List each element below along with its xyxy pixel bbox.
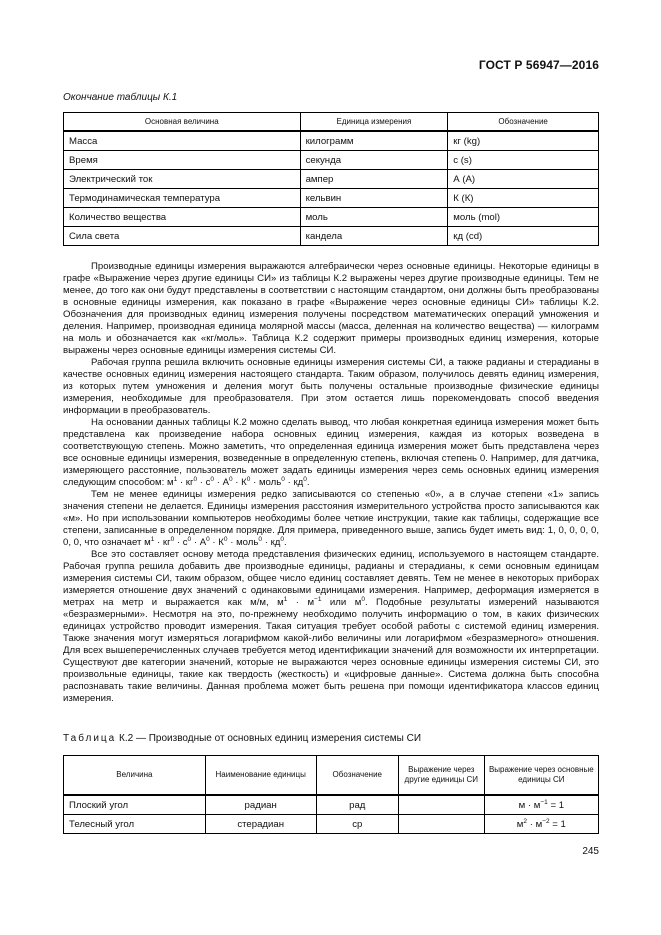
table-row [64,189,599,208]
column-header: Обозначение [316,756,398,796]
table-cell: Электрический ток [64,170,301,189]
table-cell: Сила света [64,227,301,246]
table-cell: с (s) [448,151,599,170]
table-cell: Плоский угол [64,795,206,815]
paragraph-text: Все это составляет основу метода представления физических единиц, используемого в настоящем стандарте. Рабочая группа решила добавить две производные единицы, радианы и стерадианы, к семи основным единицам измерения системы СИ, таким образом, общее число единиц составляет девять. Тем не менее в некоторых приборах измеряется отношение двух значений с одинаковыми единицами измерения. Например, деформация измеряется в метрах на метр и выражается как м/м, [63,549,599,608]
table-cell: кг (kg) [448,131,599,151]
table-cell [398,795,484,815]
table-cell: кд (cd) [448,227,599,246]
column-header: Единица измерения [300,113,448,132]
table1-caption: Окончание таблицы К.1 [63,92,178,103]
unit-formula: $м^1 \cdot м^{-1}$ или $м^0$ [277,596,365,608]
paragraph-text: Рабочая группа решила включить основные единицы измерения системы СИ, а также радианы и стерадианы в качестве основных единиц измерения настоящего стандарта. Таким образом, получилось девять единиц измерения, из которых путем умножения и деления могут быть получены остальные производные физические единицы измерения, необходимые для преобразователя. При этом остается лишь порекомендовать способ введения информации в преобразователь. [63,357,599,416]
table-cell: К (К) [448,189,599,208]
table-cell: моль [300,208,448,227]
table-cell: стерадиан [205,815,316,834]
table-cell: кандела [300,227,448,246]
column-header: Величина [64,756,206,796]
paragraph-text: . Подобные результаты измерений называются «безразмерными». Несмотря на это, по-прежнему необходимо получить информацию о том, в каких физических единицах устройство проводит измерения. Такая ситуация требует особой работы с системой единиц измерения. Также значения могут измеряться логарифмом какой-либо величины или логарифмом «безразмерного» отношения. Для всех вышеперечисленных случаев требуется метод идентификации значений для возможности их интерпретации. Существуют две категории значений, которые не выражаются через основные единицы измерения системы СИ, это произвольные единицы, такие как твердость (жесткость) и «цифровые данные». Система должна быть способна распознавать такие величины. Данная проблема может быть решена при помощи идентификатора классов единиц измерения. [63,597,600,704]
unit-formula: $м^1 \cdot кг^0 \cdot с^0 \cdot А^0 \cdot К^0$ · моль$^0$ · $кд^0$. [166,476,310,488]
paragraph-text: Тем не менее единицы измерения редко записываются со степенью «0», а в случае степени «1» запись значения степени не делается. Единицы измерения расстояния измерительного устройства просто записываются как «м». Но при использовании компьютеров необходимы более четкие инструкции, такие как таблицы, содержащие все степени, записанные в определенном порядке. Для примера, приведенного выше, запись будет иметь вид: 1, 0, 0, 0, 0, 0, 0, что означает [63,489,599,548]
column-header: Обозначение [448,113,599,132]
derived-units-table [63,755,599,834]
table-cell: килограмм [300,131,448,151]
table-cell: А (А) [448,170,599,189]
table-cell: ампер [300,170,448,189]
column-header: Выражение через основные единицы СИ [484,756,598,796]
table-header-row [64,113,599,132]
table-cell [398,815,484,834]
table-cell: кельвин [300,189,448,208]
column-header: Наименование единицы [205,756,316,796]
table-row [64,131,599,151]
column-header: Выражение через другие единицы СИ [398,756,484,796]
column-header: Основная величина [64,113,301,132]
table-cell: рад [316,795,398,815]
table2-caption: Таблица К.2 — Производные от основных единиц измерения системы СИ [63,733,422,744]
table-cell: радиан [205,795,316,815]
table-cell: $м \cdot м^{-1} = 1$ [484,795,598,815]
table-row [64,227,599,246]
table-row [64,170,599,189]
paragraph [63,357,599,417]
paragraph-text: Производные единицы измерения выражаются алгебраически через основные единицы. Некоторые единицы в графе «Выражение через другие единицы СИ» из таблицы К.2 выражены через другие производные единицы. Тем не менее, до того как они будут представлены в соответствии с настоящим стандартом, они должны быть преобразованы в основные единицы измерения, как показано в графе «Выражение через основные единицы СИ» таблицы К.2. Обозначения для производных единиц измерения получены посредством математических операций умножения и деления. Например, производная единица молярной массы (масса, деленная на количество вещества) — килограмм на моль и обозначается как «кг/моль». Таблица К.2 содержит примеры производных единиц измерения, которые выражены через основные единицы измерения системы СИ. [63,261,599,356]
base-units-table [63,112,599,246]
paragraph-text: На основании данных таблицы К.2 можно сделать вывод, что любая конкретная единица измерения может быть представлена как произведение набора основных единиц измерения, каждая из которых возведена в соответствующую степень. Можно заметить, что определенная единица измерения может быть представлена через все основные единицы измерения, возведенные в определенную степень, включая степень 0. Например, для датчика, измеряющего расстояние, пользователь может задать единицы измерения через семь основных единиц измерения следующим способом: [63,417,599,488]
table-cell: Количество вещества [64,208,301,227]
table-cell: Время [64,151,301,170]
table-cell: Телесный угол [64,815,206,834]
table-cell: $м^2 \cdot м^{-2} = 1$ [484,815,598,834]
page-number: 245 [582,846,599,857]
table-header-row [64,756,599,796]
unit-formula: $м^1 \cdot кг^0 \cdot с^0 \cdot А^0 \cdot К^0$ · моль$^0$ · $кд^0$. [144,536,287,548]
paragraph [63,261,599,357]
table-cell: секунда [300,151,448,170]
paragraph [63,549,599,705]
table-row [64,815,599,834]
table-cell: Масса [64,131,301,151]
table-row [64,208,599,227]
table-row [64,151,599,170]
table-cell: Термодинамическая температура [64,189,301,208]
paragraph [63,489,599,549]
document-standard-title: ГОСТ Р 56947—2016 [478,58,599,72]
table-cell: моль (mol) [448,208,599,227]
paragraph [63,417,599,489]
table-row [64,795,599,815]
body-text [63,261,599,705]
table-cell: ср [316,815,398,834]
